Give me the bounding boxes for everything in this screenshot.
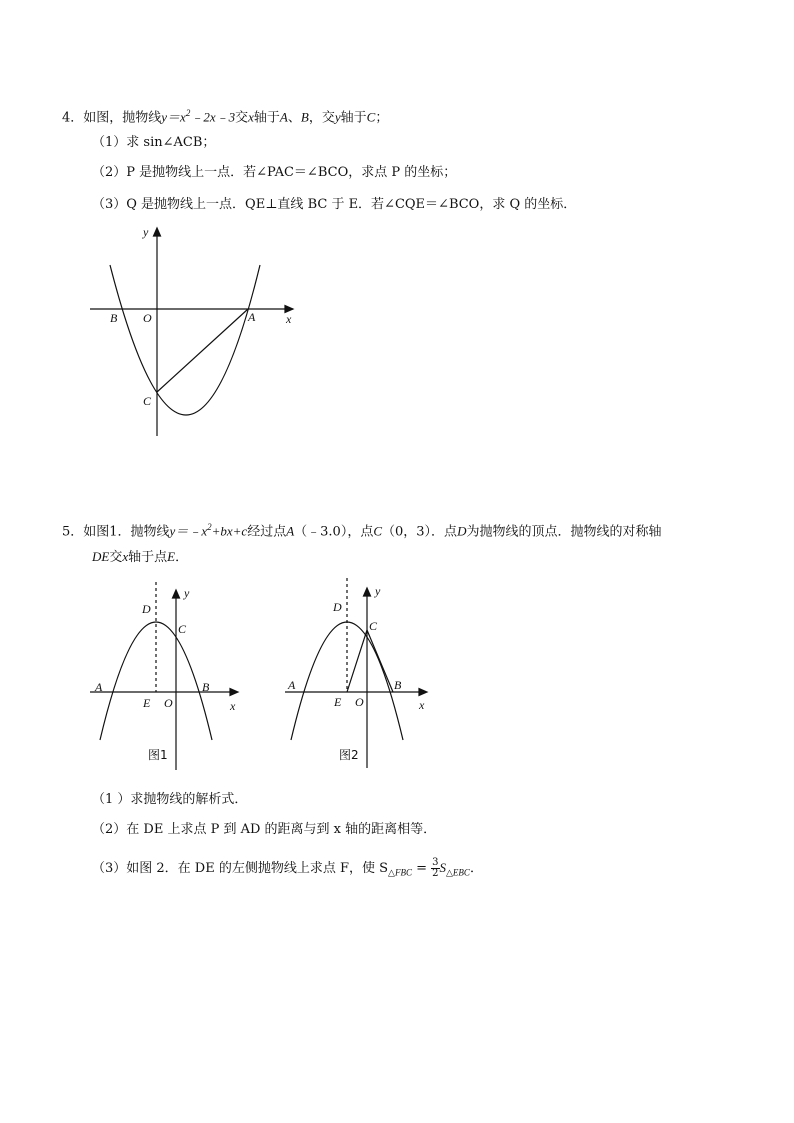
q4-text: 、	[287, 110, 301, 126]
q5-fraction-numerator: 3	[432, 857, 439, 868]
q4-part-3: （3）Q 是抛物线上一点．QE⊥直线 BC 于 E．若∠CQE＝∠BCO，求 Q 的坐标．	[92, 197, 577, 212]
q4-label-c: C	[143, 394, 152, 408]
q5-heading	[62, 518, 661, 541]
q5-fig1-label-y: y	[184, 586, 190, 600]
q4-label-x: x	[286, 312, 292, 326]
q4-equation-lhs: y＝x	[161, 109, 186, 125]
q5-part-1: （1 ）求抛物线的解析式．	[92, 792, 248, 807]
q5-text: 为抛物线的顶点．抛物线的对称轴	[466, 524, 662, 540]
q5-equation-a: y＝﹣x	[169, 523, 208, 539]
q4-text: ；	[375, 110, 389, 126]
q5-line-de: DE	[92, 549, 110, 564]
q5-part-3-text: （3）如图 2．在 DE 的左侧抛物线上求点 F，使 S	[92, 861, 389, 876]
q4-text: 轴于	[340, 110, 367, 126]
q5-fig1-label-d: D	[142, 602, 151, 616]
q5-fig1-label-a: A	[95, 680, 103, 694]
q5-fig2-label-c: C	[369, 619, 378, 633]
q5-fig1-label-x: x	[230, 699, 236, 713]
q5-fig2-segment-ec	[347, 630, 367, 692]
q4-part-2: （2）P 是抛物线上一点．若∠PAC＝∠BCO，求点 P 的坐标；	[92, 165, 457, 180]
q5-coord-c: （0，3）．点	[382, 524, 458, 540]
q5-fig2-label-y: y	[375, 584, 381, 598]
q4-text: 轴于	[253, 110, 280, 126]
q5-fig1-label-o: O	[164, 696, 173, 710]
q4-label-o: O	[143, 311, 152, 325]
q5-text: 5．如图1．抛物线	[62, 524, 170, 540]
q5-fraction-denominator: 2	[432, 868, 439, 879]
q5-equation-b: +bx+c	[211, 523, 248, 539]
q5-part-3-sub-ebc: △EBC	[446, 867, 470, 878]
q5-part-3	[92, 855, 483, 886]
q5-fig1-label-e: E	[143, 696, 151, 710]
q4-var-y: y	[334, 109, 341, 125]
q5-point-d: D	[457, 523, 467, 539]
q5-figure-2	[280, 578, 450, 768]
q5-fig2-x-arrow	[419, 689, 427, 696]
q5-fig1-parabola	[100, 622, 212, 740]
q4-y-arrow	[154, 228, 161, 236]
q5-point-a: A	[286, 523, 295, 539]
q4-label-b: B	[110, 311, 118, 325]
q5-heading-line2	[92, 548, 188, 567]
q5-fig1-x-arrow	[230, 689, 238, 696]
q4-parabola	[110, 265, 260, 415]
q5-point-e: E	[167, 549, 176, 564]
q5-point-c: C	[373, 523, 383, 539]
q5-fig1-label-b: B	[202, 680, 210, 694]
q4-figure	[80, 220, 320, 450]
q5-fig2-label-e: E	[334, 695, 342, 709]
q5-fig2-segment-cb	[367, 630, 393, 692]
q4-part-1: （1）求 sin∠ACB；	[92, 135, 216, 150]
q4-point-a: A	[279, 109, 288, 125]
q4-equation-exp: 2	[185, 108, 191, 118]
q5-fig2-label-x: x	[419, 698, 425, 712]
q4-equation-rhs: ﹣2x﹣3	[190, 109, 236, 125]
q5-part-3-end: ．	[469, 861, 483, 876]
q5-fig1-label-c: C	[178, 622, 187, 636]
q4-text: ，交	[308, 110, 335, 126]
q5-var-x: x	[122, 549, 129, 564]
q5-text: 交	[109, 550, 123, 565]
q4-label-a: A	[248, 310, 256, 324]
q5-fig2-caption: 图2	[339, 748, 359, 762]
q5-equation-exp: 2	[207, 522, 212, 532]
q5-fig2-label-d: D	[333, 600, 342, 614]
q4-label-y: y	[143, 225, 149, 239]
q5-fig1-caption: 图1	[148, 748, 168, 762]
q4-var-x: x	[248, 109, 254, 125]
q5-fig1-y-arrow	[173, 590, 180, 598]
q5-part-2: （2）在 DE 上求点 P 到 AD 的距离与到 x 轴的距离相等．	[92, 822, 437, 837]
q4-head-text: 4．如图，抛物线	[62, 110, 162, 126]
q4-heading	[62, 104, 388, 127]
q5-fig2-label-o: O	[355, 695, 364, 709]
q5-text: 轴于点	[128, 550, 168, 565]
q5-part-3-fraction	[431, 858, 439, 879]
q5-text: 经过点	[247, 524, 287, 540]
q5-fig2-label-b: B	[394, 678, 402, 692]
q5-part-3-equals: =	[411, 861, 432, 876]
q4-point-c: C	[366, 109, 376, 125]
q5-text: ．	[175, 550, 189, 565]
q4-text: 交	[235, 110, 249, 126]
q5-fig2-y-arrow	[364, 588, 371, 596]
q5-fig2-label-a: A	[288, 678, 296, 692]
q5-part-3-sub-fbc: △FBC	[388, 867, 412, 878]
q4-point-b: B	[300, 109, 309, 125]
q5-part-3-s: S	[439, 860, 447, 875]
q5-coord-a: （﹣3.0），点	[294, 524, 374, 540]
q5-figure-1	[85, 582, 255, 772]
